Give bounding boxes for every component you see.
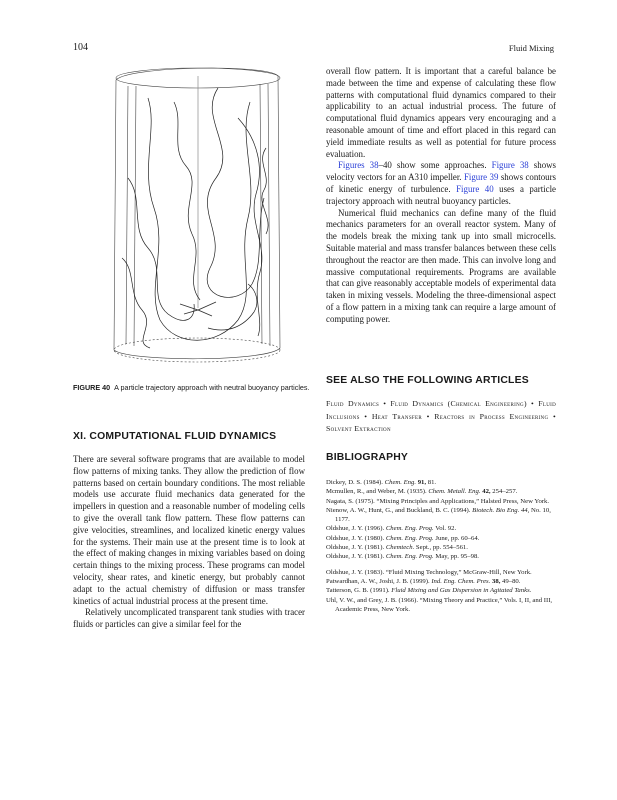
page-number: 104 [73,42,88,53]
separator-bullet: • [531,399,535,408]
paragraph: Relatively uncomplicated transparent tank studies with tracer fluids or particles can give a similar feel for the [73,607,305,630]
bibliography-entry: Oldshue, J. Y. (1981). Chem. Eng. Prog. May, pp. 95–98. [326,553,479,561]
see-also-item[interactable]: Solvent Extraction [326,424,391,434]
bibliography-entry: Nienow, A. W., Hunt, G., and Buckland, B. C. (1994). Biotech. Bio Eng. 44, No. 10, 1177. [326,506,551,524]
bibliography-entry: Tatterson, G. B. (1991). Fluid Mixing and Gas Dispersion in Agitated Tanks. [326,587,532,595]
text: uses a particle trajectory approach with neutral buoyancy particles. [326,183,556,206]
figure-38-link[interactable]: Figures 38 [338,160,379,171]
paragraph-figure-refs [326,160,556,207]
right-column-body [326,66,556,326]
separator-bullet: • [364,411,368,421]
bibliography-entry: Patwardhan, A. W., Joshi, J. B. (1999). Ind. Eng. Chem. Pres. 38, 49–80. [326,577,521,585]
bibliography-entry: Uhl, V. W., and Grey, J. B. (1966). “Mixing Theory and Practice,” Vols. I, II, and III, Academic Press, New York. [326,596,553,613]
paragraph: overall flow pattern. It is important that a careful balance be made between the time and expense of calculating these flow patterns with computational fluid dynamics compared to their applicability to an actual industrial process. The future of computational fluid dynamics appears very encouraging and a reasonable amount of time and effort placed in this regard can yield immediate results as well as potential for future process evaluation. [326,66,556,159]
see-also-item[interactable]: Heat Transfer [371,411,422,421]
tank-bottom [114,338,280,362]
trajectory-line [148,98,251,340]
bibliography-entry: Nagata, S. (1975). “Mixing Principles and Applications,” Halsted Press, New York. [326,497,550,505]
left-column-body [73,454,305,631]
trajectory-line [262,148,268,234]
trajectory-line [208,284,257,330]
figure-label: FIGURE 40 [73,383,111,392]
separator-bullet: • [383,399,387,408]
bibliography-entry: Oldshue, J. Y. (1980). Chem. Eng. Prog. June, pp. 60–64. [326,534,480,542]
bibliography-entry: Oldshue, J. Y. (1983). “Fluid Mixing Technology,” McGraw-Hill, New York. [326,568,532,576]
figure-caption-text: A particle trajectory approach with neutral buoyancy particles. [114,383,310,392]
see-also-item[interactable]: Fluid Dynamics [326,399,380,408]
figure-40-link[interactable]: Figure 40 [456,183,494,194]
running-title: Fluid Mixing [508,43,554,53]
see-also-item[interactable]: Reactors in Process Engineering [434,411,549,421]
trajectory-line [174,102,200,300]
figure-38-link[interactable]: Figure 38 [491,160,529,171]
section-heading-cfd: XI. COMPUTATIONAL FLUID DYNAMICS [73,431,277,442]
separator-bullet: • [426,411,430,421]
tank-outline [114,68,280,359]
text: shows velocity vectors for an A310 impeller. [326,160,556,183]
separator-bullet: • [552,411,557,421]
bibliography-entry: Oldshue, J. Y. (1981). Chemtech. Sept., pp. 554–561. [326,544,468,552]
text: –40 show some approaches. [378,160,487,171]
paragraph: Numerical fluid mechanics can define many of the fluid mechanics parameters for an overall reactor system. Many of the models break the mixing tank up into small microcells. Suitable material and mass transfer balances between these cells throughout the reactor are then made. This can involve long and massive computational requirements. Programs are available that can give reasonably acceptable models of experimental data taken in mixing vessels. Modeling the three-dimensional aspect of a flow pattern in a mixing tank can require a large amount of computing power. [326,207,556,324]
trajectory-line [128,178,194,320]
bibliography-entry: Oldshue, J. Y. (1996). Chem. Eng. Prog. Vol. 92. [326,525,457,533]
bibliography-entry: Dickey, D. S. (1984). Chem. Eng. 91, 81. [326,479,437,486]
text: shows contours of kinetic energy of turbulence. [326,172,557,194]
see-also-list [326,398,556,436]
bibliography-heading: BIBLIOGRAPHY [326,452,409,463]
bibliography-list [326,478,558,614]
baffle-right [260,84,270,346]
see-also-item[interactable]: Fluid Dynamics (Chemical Engineering) [390,399,527,408]
figure-39-link[interactable]: Figure 39 [463,172,499,183]
figure-40-particle-trajectory [88,58,298,380]
bibliography-entry: Mcmullen, R., and Weber, M. (1935). Chem. Metall. Eng. 42, 254–257. [326,488,518,496]
see-also-heading: SEE ALSO THE FOLLOWING ARTICLES [326,375,529,386]
trajectory-line [207,88,264,297]
figure-caption [73,383,313,393]
see-also-item[interactable]: Fluid Inclusions [326,399,557,421]
trajectory-line [238,118,262,336]
baffle-left [126,86,136,346]
paragraph: There are several software programs that are available to model flow patterns of mixing tanks. They allow the prediction of flow patterns based on certain boundary conditions. The most reliable models use accurate fluid mechanics data generated for the impellers in question and a reasonable number of modeling cells to give the overall tank flow pattern. These flow patterns can give velocities, streamlines, and localized kinetic energy values for the systems. Their main use at the present time is to look at the effect of making changes in mixing variables based on doing certain things to the mixing process. These programs can model velocity, shear rates, and kinetic energy, but probably cannot adapt to the actual chemistry of diffusion or mass transfer kinetics of actual industrial process at the present time. [73,454,305,606]
